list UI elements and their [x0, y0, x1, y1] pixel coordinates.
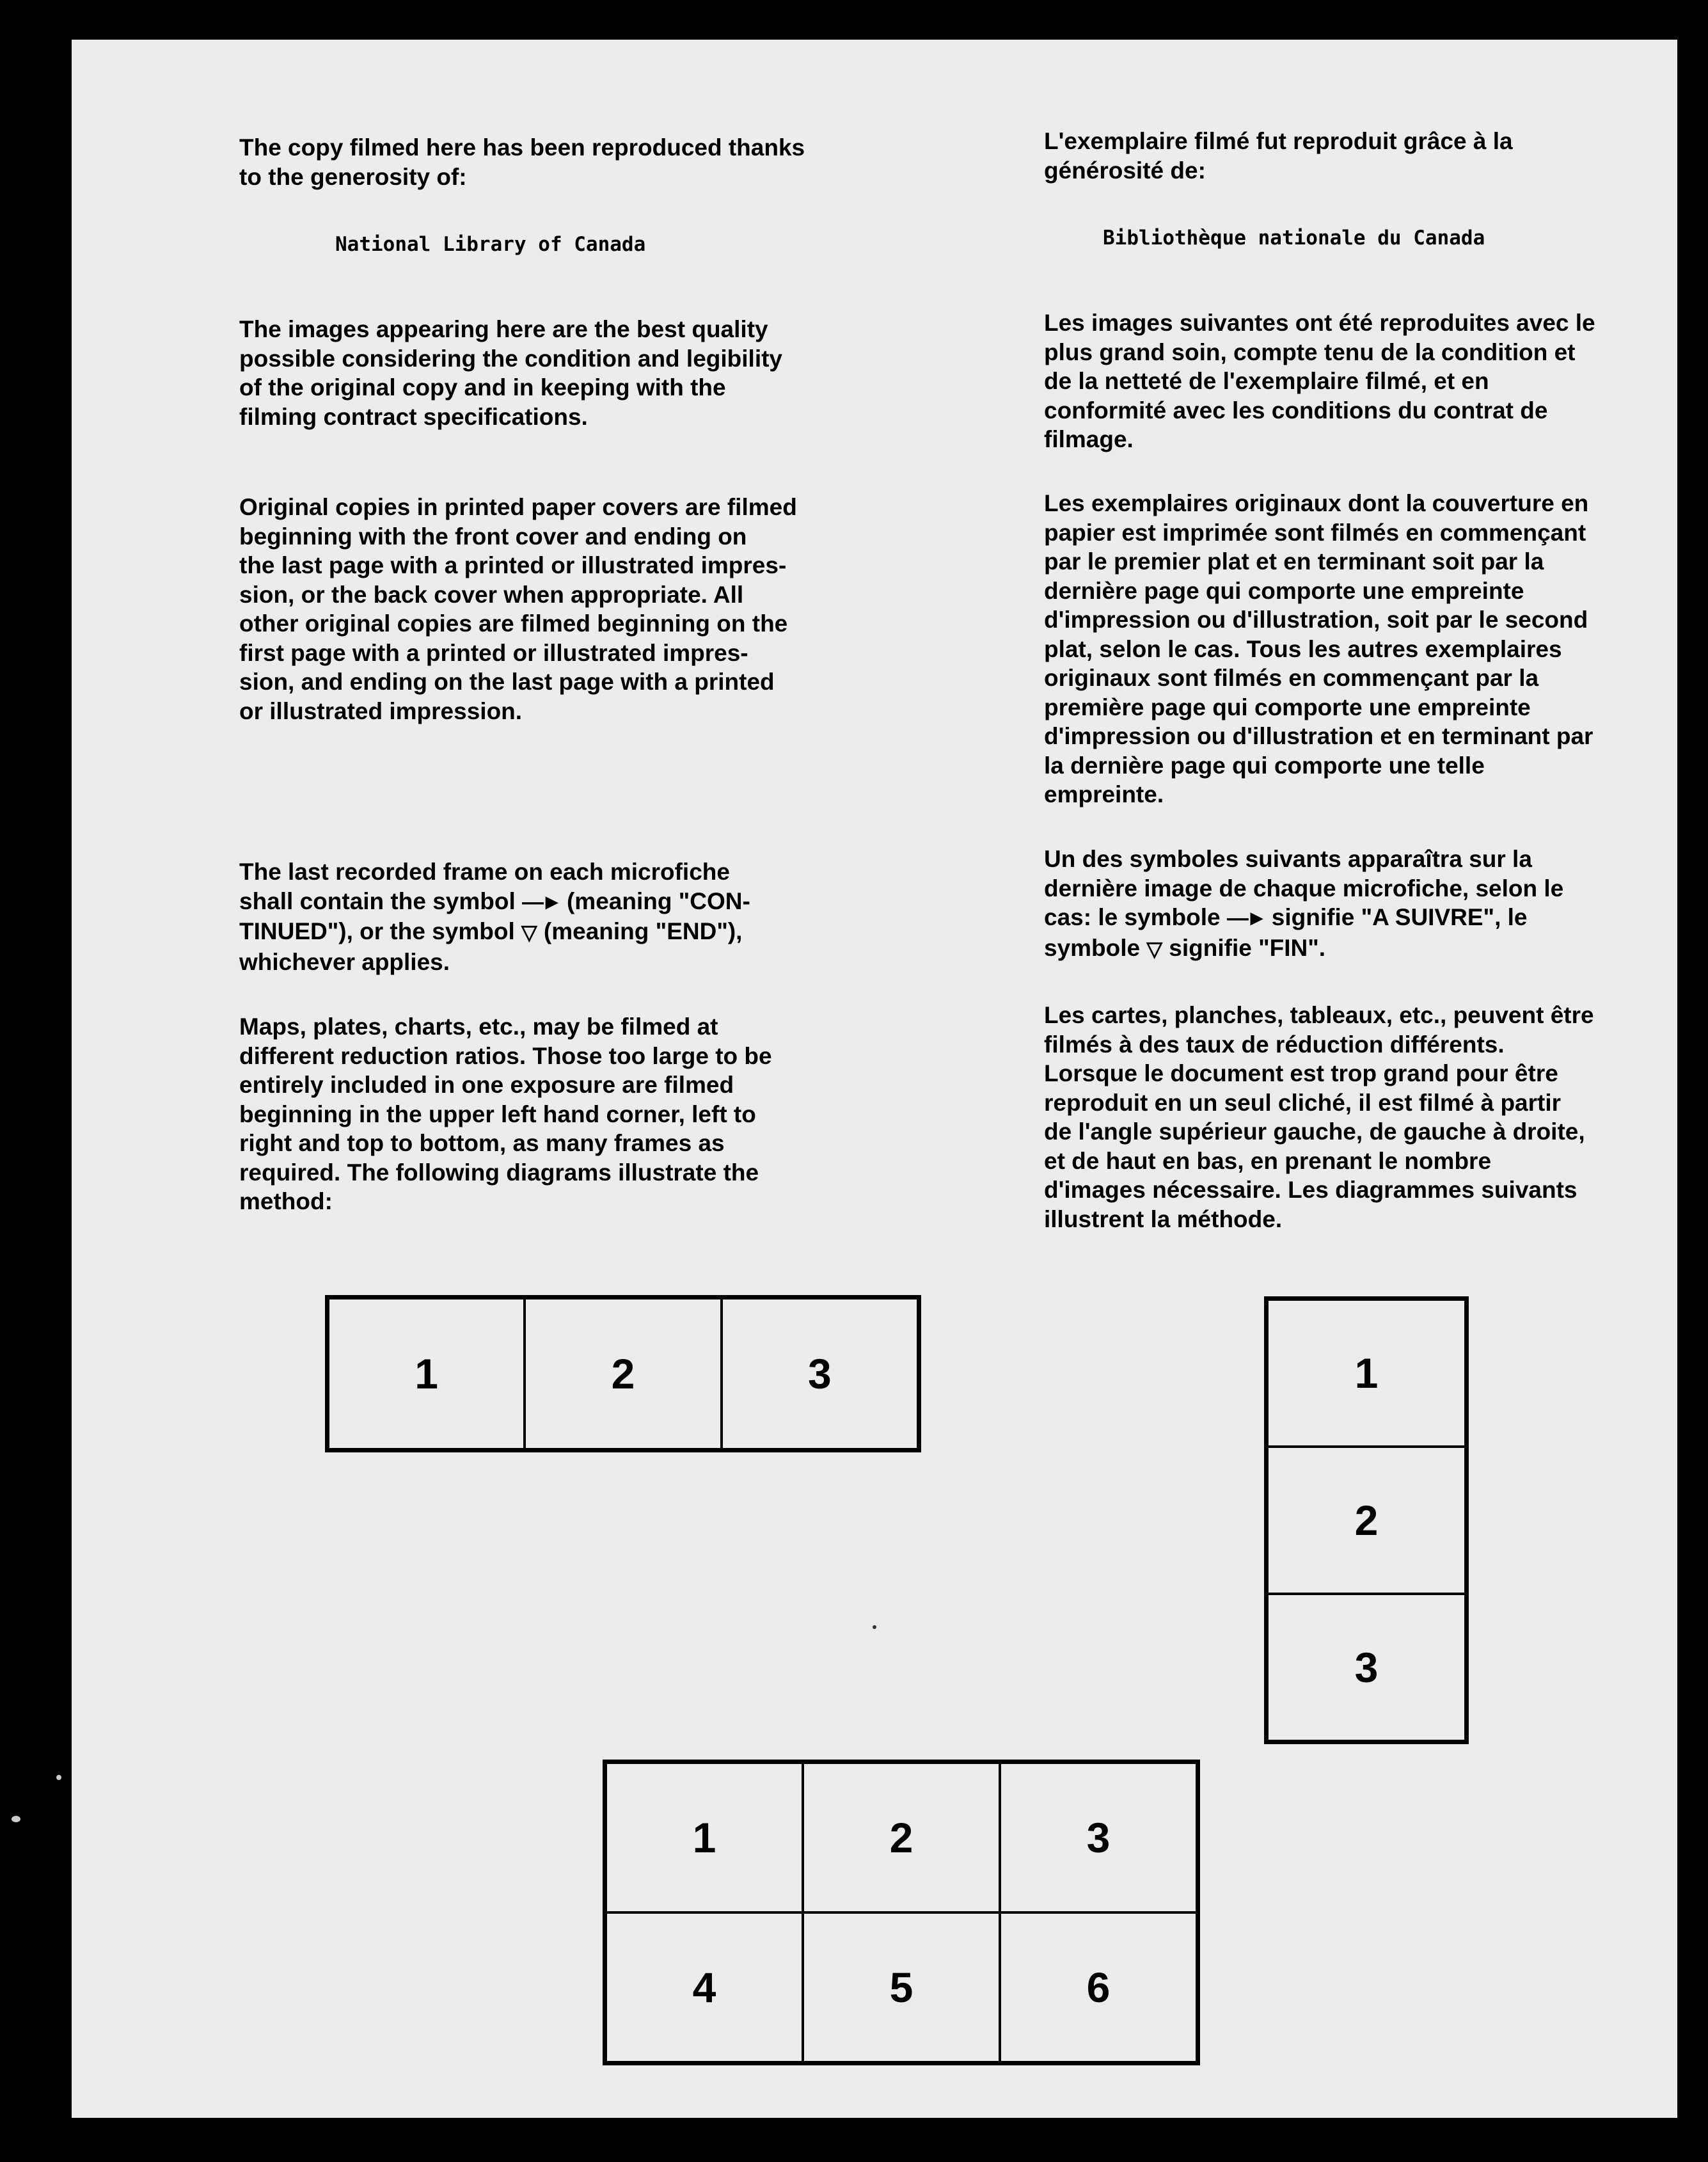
symbols-text-en-part3: (meaning "END"), whichever applies. — [239, 918, 743, 975]
credit-text-fr: L'exemplaire filmé fut reproduit grâce à la générosité de: — [1044, 128, 1513, 184]
end-triangle-icon: ▽ — [521, 921, 537, 944]
quality-text-fr: Les images suivantes ont été reproduites avec le plus grand soin, compte tenu de la condition et de la netteté de l'exemplaire filmé, et en conformité avec les conditions du contrat de filmage. — [1044, 310, 1595, 452]
symbols-text-en-part2: (meaning "CON- TINUED"), or the symbol — [239, 887, 750, 944]
film-target-sheet — [72, 40, 1677, 2118]
frame-cell: 3 — [1267, 1594, 1466, 1741]
institution-en: National Library of Canada — [335, 233, 646, 256]
institution-fr: Bibliothèque nationale du Canada — [1103, 227, 1485, 250]
quality-text-en: The images appearing here are the best quality possible considering the condition and legibility of the original copy and in keeping with the filming contract specifications. — [239, 316, 783, 430]
filming-order-text-fr: Les exemplaires originaux dont la couverture en papier est imprimée sont filmés en commençant par le premier plat et en terminant soit par la dernière page qui comporte une empreinte d'impression ou d'illustration, soit par le second plat, selon le cas. Tous les autres exemplaires originaux sont filmés en commençant par la première page qui comporte une empreinte d'impression ou d'illustration et en terminant par la dernière page qui comporte une telle empreinte. — [1044, 490, 1593, 807]
continued-arrow-icon: —► — [522, 889, 560, 914]
frame-cell: 3 — [1000, 1763, 1197, 1912]
frame-cell: 1 — [328, 1298, 525, 1449]
credit-text-en: The copy filmed here has been reproduced thanks to the generosity of: — [239, 134, 805, 190]
suivre-arrow-icon: —► — [1226, 906, 1265, 930]
frame-cell: 1 — [606, 1763, 803, 1912]
dust-speck — [873, 1625, 876, 1629]
diagram-column-frames — [1264, 1296, 1469, 1744]
symbols-text-en — [239, 857, 750, 976]
frame-cell: 5 — [803, 1912, 1000, 2062]
frame-cell: 6 — [1000, 1912, 1197, 2062]
dust-speck — [12, 1816, 20, 1822]
frame-cell: 1 — [1267, 1300, 1466, 1447]
symbols-text-fr-part1: Un des symboles suivants apparaîtra sur la dernière image de chaque microfiche, selon le cas: le symbole — [1044, 846, 1564, 930]
frame-cell: 2 — [1267, 1447, 1466, 1594]
frame-cell: 2 — [525, 1298, 721, 1449]
symbols-text-fr — [1044, 845, 1563, 964]
dust-speck — [56, 1775, 61, 1780]
frame-cell: 4 — [606, 1912, 803, 2062]
frame-cell: 2 — [803, 1763, 1000, 1912]
symbols-text-fr-part3: signifie "FIN". — [1162, 934, 1326, 961]
fin-triangle-icon: ▽ — [1146, 937, 1163, 960]
maps-text-fr: Les cartes, planches, tableaux, etc., peuvent être filmés à des taux de réduction différents. Lorsque le document est trop grand pour être reproduit en un seul cliché, il est filmé à partir de l'angle supérieur gauche, de gauche à droite, et de haut en bas, en prenant le nombre d'images nécessaire. Les diagrammes suivants illustrent la méthode. — [1044, 1002, 1594, 1232]
filming-order-text-en: Original copies in printed paper covers are filmed beginning with the front cover and ending on the last page with a printed or illustrated impres- sion, or the back cover when appropriate. All other original copies are filmed beginning on the first page with a printed or illustrated impres- sion, and ending on the last page with a printed or illustrated impression. — [239, 494, 797, 724]
maps-text-en: Maps, plates, charts, etc., may be filmed at different reduction ratios. Those too large to be entirely included in one exposure are filmed beginning in the upper left hand corner, left to right and top to bottom, as many frames as required. The following diagrams illustrate the method: — [239, 1013, 772, 1214]
symbols-text-fr-part2: signifie "A SUIVRE", le symbole — [1044, 904, 1528, 961]
frame-cell: 3 — [722, 1298, 918, 1449]
diagram-grid-frames — [603, 1760, 1200, 2065]
diagram-row-frames — [325, 1295, 921, 1452]
symbols-text-en-part1: The last recorded frame on each microfiche shall contain the symbol — [239, 859, 730, 914]
